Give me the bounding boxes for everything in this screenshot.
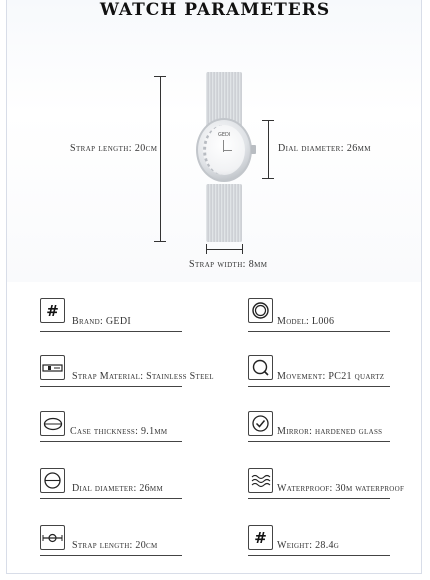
param-mirror: Mirror: hardened glass [277,426,383,437]
dial-diameter-line [268,120,269,178]
strap-width-right-tick [242,244,243,254]
strap-length-label: Strap length: 20cm [70,143,158,154]
movement-icon [248,355,273,380]
row-underline [248,498,390,499]
param-strap-length: Strap length: 20cm [72,540,158,551]
row-underline [40,331,182,332]
row-underline [40,498,182,499]
case-thickness-icon [40,411,65,436]
row-underline [40,441,182,442]
row-underline [40,386,182,387]
param-movement: Movement: PC21 quartz [277,371,385,382]
watch-minute-hand [223,150,232,151]
param-dial-diameter: Dial diameter: 26mm [72,483,163,494]
waterproof-icon [248,468,273,493]
mirror-check-icon [248,411,273,436]
param-model: Model: L006 [277,316,335,327]
strap-length-icon [40,525,65,550]
watch-logo: GEDI [218,132,231,138]
param-strap-material: Strap Material: Stainless Steel [72,371,214,382]
watch-crown [251,145,256,154]
strap-length-bottom-tick [154,241,166,242]
strap-length-line [160,76,161,241]
row-underline [40,555,182,556]
param-case-thickness: Case thickness: 9.1mm [70,426,168,437]
row-underline [248,555,390,556]
model-ring-icon [248,298,273,323]
row-underline [248,331,390,332]
dial-diameter-bottom-tick [262,178,274,179]
strap-width-label: Strap width: 8mm [189,259,268,270]
param-weight: Weight: 28.4g [277,540,340,551]
hash-icon: # [248,525,273,550]
row-underline [248,441,390,442]
strap-width-line [206,249,242,250]
param-waterproof: Waterproof: 30m waterproof [277,483,405,494]
strap-icon [40,355,65,380]
param-brand: Brand: GEDI [72,316,131,327]
strap-bottom [206,184,242,242]
page-title: WATCH PARAMETERS [99,0,331,20]
dial-diameter-icon [40,468,65,493]
dial-diameter-label: Dial diameter: 26mm [278,143,371,154]
row-underline [248,386,390,387]
hash-icon: # [40,298,65,323]
